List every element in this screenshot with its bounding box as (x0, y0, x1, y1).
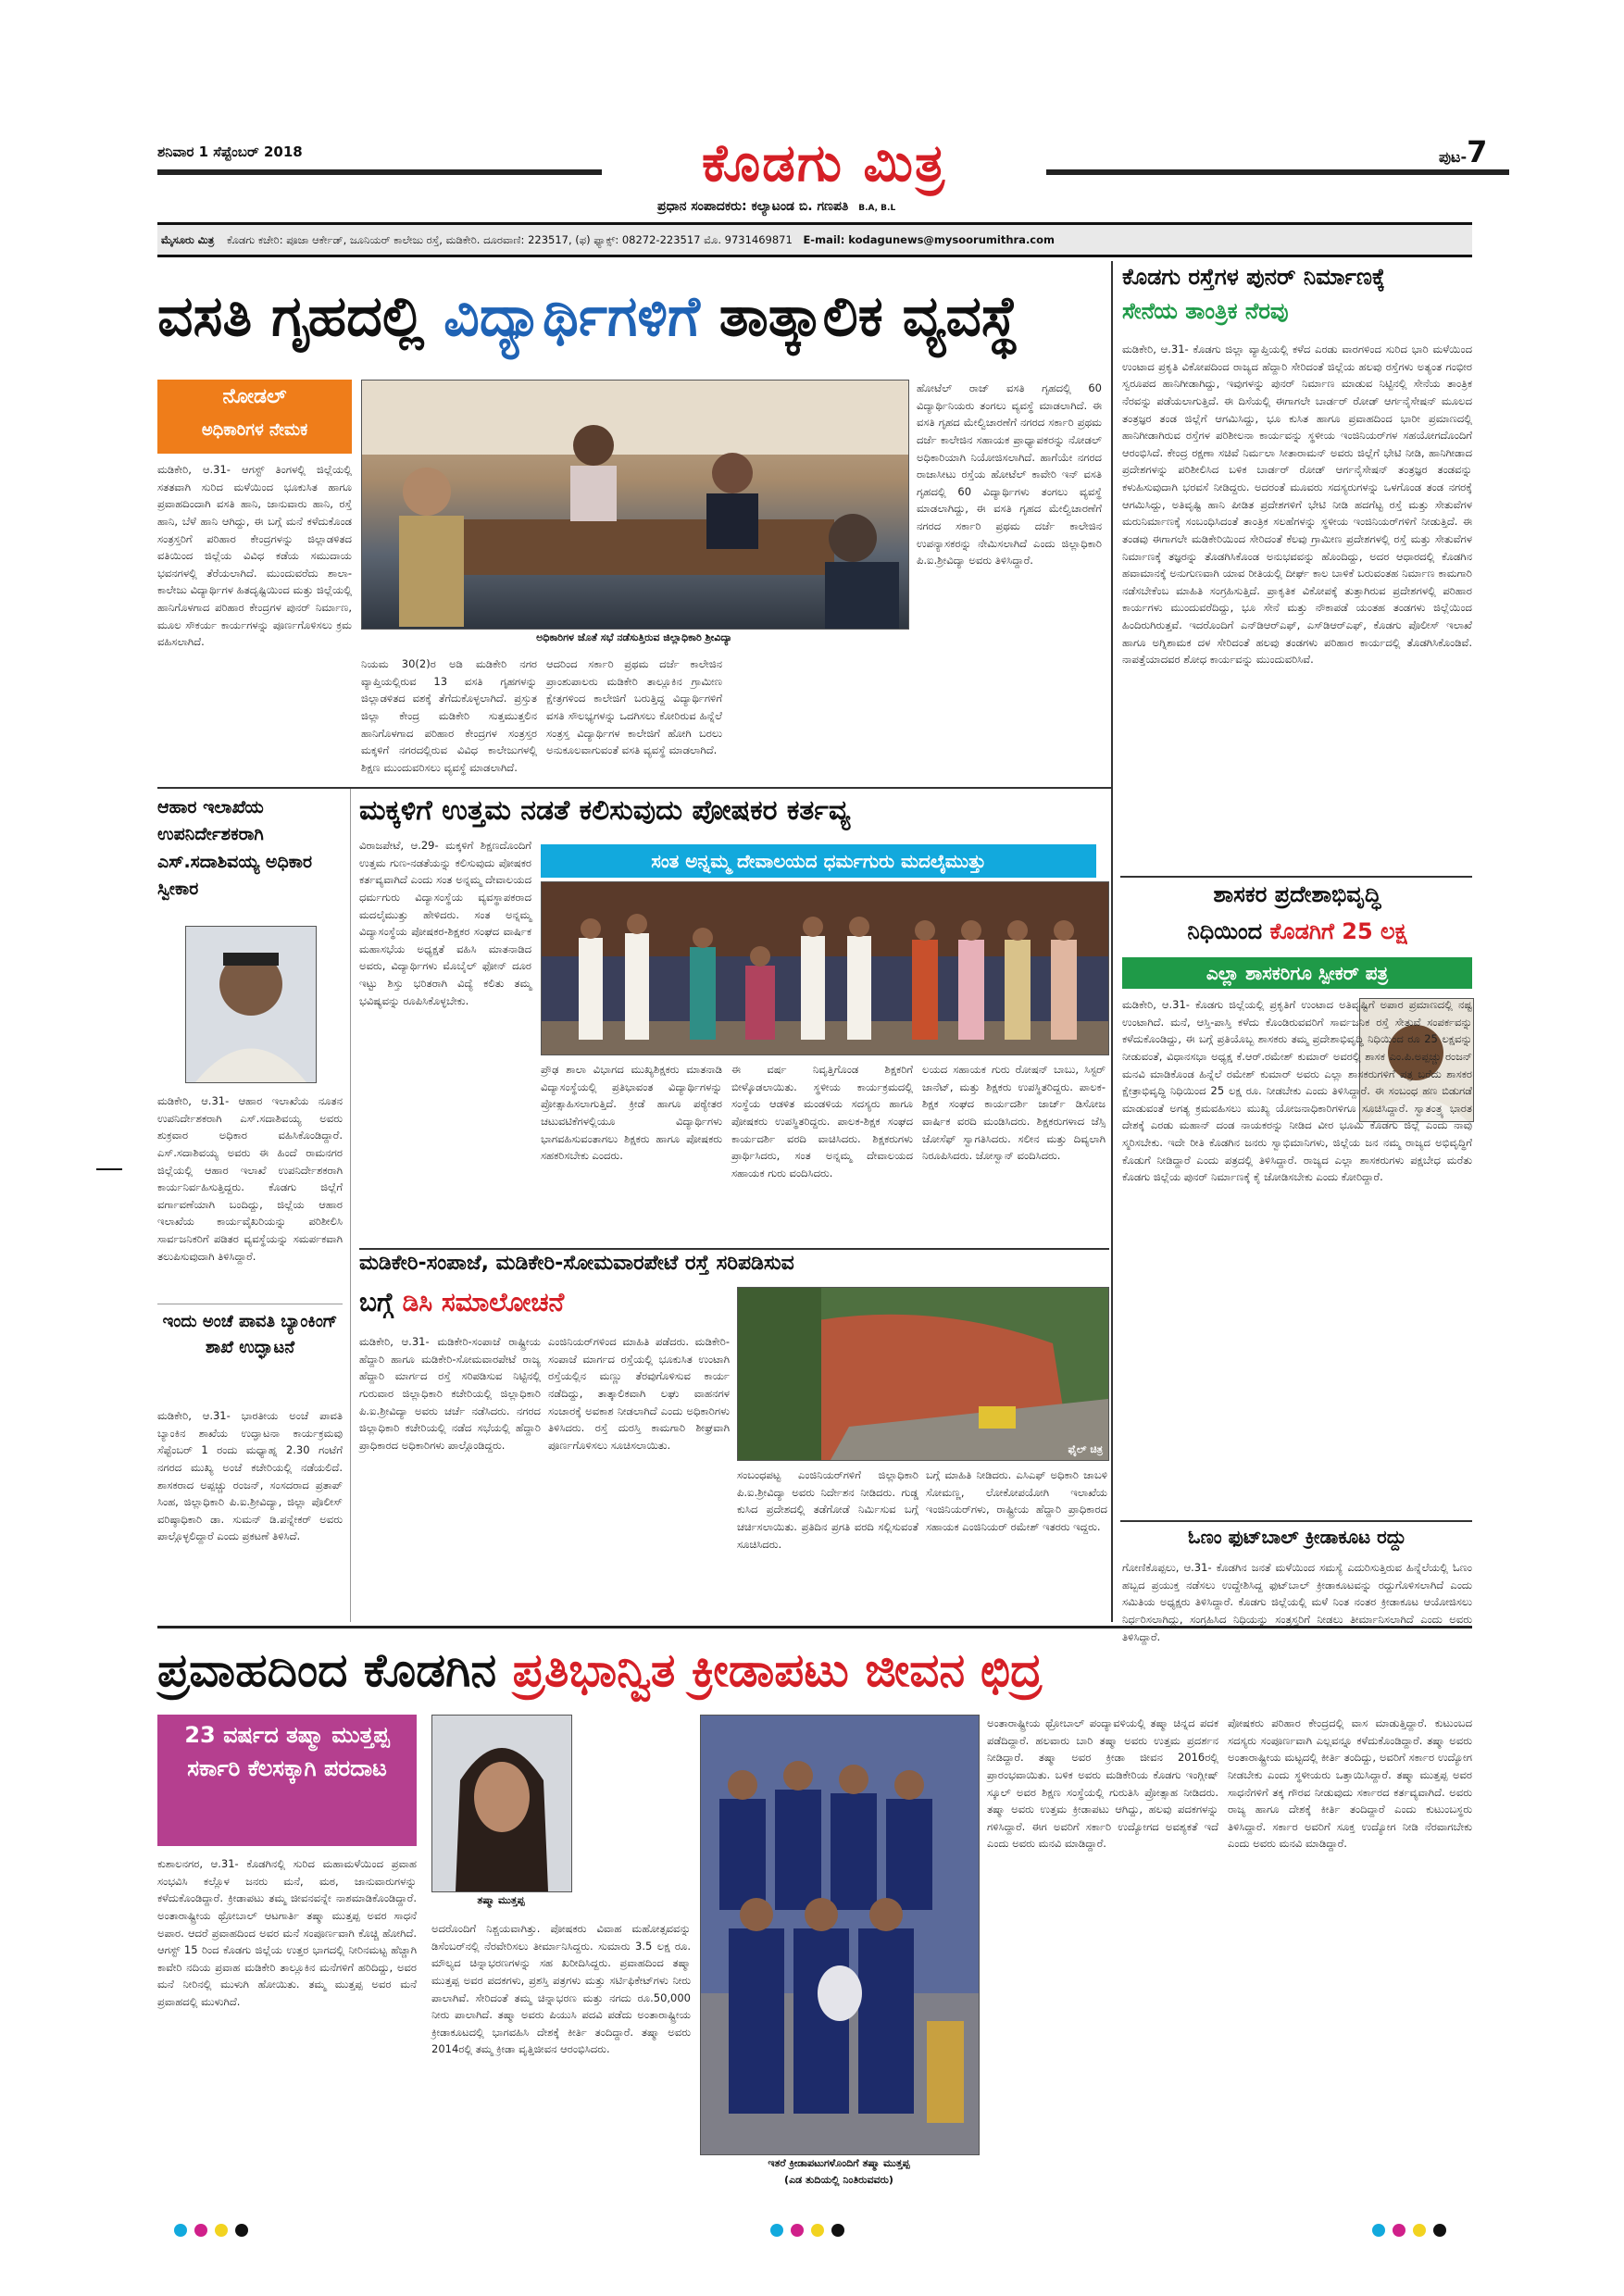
registration-marks-center (770, 2224, 854, 2239)
conduct-col2: ಪ್ರೌಢ ಶಾಲಾ ವಿಭಾಗದ ಮುಖ್ಯಶಿಕ್ಷಕರು ಮಾತನಾಡಿ ವಿದ್ಯಾಸಂಸ್ಥೆಯಲ್ಲಿ ಪ್ರತಿಭಾವಂತ ವಿದ್ಯಾರ್ಥಿಗಳನ್ನು ಪ್ರೋತ್ಸಾಹಿಸಲಾಗುತ್ತಿದೆ. ಕ್ರೀಡೆ ಹಾಗೂ ಪಠ್ಯೇತರ ಚಟುವಟಿಕೆಗಳಲ್ಲಿಯೂ ವಿದ್ಯಾರ್ಥಿಗಳು ಭಾಗವಹಿಸುವಂತಾಗಲು ಶಿಕ್ಷಕರು ಹಾಗೂ ಪೋಷಕರು ಸಹಕರಿಸಬೇಕು ಎಂದರು. (541, 1063, 722, 1163)
profile-headline: ಆಹಾರ ಇಲಾಖೆಯ ಉಪನಿರ್ದೇಶಕರಾಗಿ ಎಸ್.ಸದಾಶಿವಯ್ಯ ಅಧಿಕಾರ ಸ್ವೀಕಾರ (157, 797, 313, 900)
sports-headline-part2: ಪ್ರತಿಭಾನ್ವಿತ ಕ್ರೀಡಾಪಟು ಜೀವನ ಛಿದ್ರ (512, 1643, 1043, 1697)
editor-degree: B.A, B.L (858, 204, 896, 213)
sports-headline (157, 1633, 1472, 1707)
sports-col2-top (578, 1715, 691, 1913)
conduct-photo (541, 881, 1109, 1055)
sports-team-caption-2: (ಎಡ ತುದಿಯಲ್ಲಿ ನಿಂತಿರುವವರು) (784, 2174, 893, 2186)
profile-portrait (186, 927, 316, 1082)
sports-team-photo (700, 1715, 980, 2155)
bank-body: ಮಡಿಕೇರಿ, ಆ.31- ಭಾರತೀಯ ಅಂಚೆ ಪಾವತಿ ಬ್ಯಾಂಕಿನ ಶಾಖೆಯ ಉದ್ಘಾಟನಾ ಕಾರ್ಯಕ್ರಮವು ಸೆಪ್ಟೆಂಬರ್ 1 ರಂದು ಮಧ್ಯಾಹ್ನ 2.30 ಗಂಟೆಗೆ ನಗರದ ಮುಖ್ಯ ಅಂಚೆ ಕಚೇರಿಯಲ್ಲಿ ನಡೆಯಲಿದೆ. ಶಾಸಕರಾದ ಅಪ್ಪಚ್ಚು ರಂಜನ್, ಸಂಸದರಾದ ಪ್ರತಾಪ್ ಸಿಂಹ, ಜಿಲ್ಲಾಧಿಕಾರಿ ಪಿ.ಐ.ಶ್ರೀವಿದ್ಯಾ, ಜಿಲ್ಲಾ ಪೊಲೀಸ್ ವರಿಷ್ಠಾಧಿಕಾರಿ ಡಾ. ಸುಮನ್ ಡಿ.ಪನ್ನೇಕರ್ ಅವರು ಪಾಲ್ಗೊಳ್ಳಲಿದ್ದಾರೆ ಎಂದು ಪ್ರಕಟಣೆ ತಿಳಿಸಿದೆ. (157, 1409, 343, 1543)
lead-col3: ಆದರಿಂದ ಸರ್ಕಾರಿ ಪ್ರಥಮ ದರ್ಜೆ ಕಾಲೇಜಿನ ಪ್ರಾಂಶುಪಾಲರು ಮಡಿಕೇರಿ ತಾಲ್ಲೂಕಿನ ಗ್ರಾಮೀಣ ಕ್ಷೇತ್ರಗಳಿಂದ ಕಾಲೇಜಿಗೆ ಬರುತ್ತಿದ್ದ ವಿದ್ಯಾರ್ಥಿಗಳಿಗೆ ವಸತಿ ಸೌಲಭ್ಯಗಳನ್ನು ಒದಗಿಸಲು ಕೋರಿರುವ ಹಿನ್ನೆಲೆ ಸಂತ್ರಸ್ತ ವಿದ್ಯಾರ್ಥಿಗಳ ಕಾಲೇಜಿಗೆ ಹೋಗಿ ಬರಲು ಅನುಕೂಲವಾಗುವಂತೆ ವಸತಿ ವ್ಯವಸ್ಥೆ ಮಾಡಲಾಗಿದೆ. (546, 657, 722, 757)
sports-headline-part1: ಪ್ರವಾಹದಿಂದ ಕೊಡಗಿನ (157, 1643, 513, 1697)
lead-kicker-line1: ನೋಡಲ್ (222, 385, 287, 408)
roads-col1: ಮಡಿಕೇರಿ, ಆ.31- ಮಡಿಕೇರಿ-ಸಂಪಾಜೆ ರಾಷ್ಟ್ರೀಯ ಹೆದ್ದಾರಿ ಹಾಗೂ ಮಡಿಕೇರಿ-ಸೋಮವಾರಪೇಟೆ ರಾಜ್ಯ ಹೆದ್ದಾರಿ ಮಾರ್ಗದ ರಸ್ತೆ ಸರಿಪಡಿಸುವ ನಿಟ್ಟಿನಲ್ಲಿ ಗುರುವಾರ ಜಿಲ್ಲಾಧಿಕಾರಿ ಕಚೇರಿಯಲ್ಲಿ ಜಿಲ್ಲಾಧಿಕಾರಿ ಪಿ.ಐ.ಶ್ರೀವಿದ್ಯಾ ಅವರು ಚರ್ಚೆ ನಡೆಸಿದರು. ನಗರದ ಜಿಲ್ಲಾಧಿಕಾರಿ ಕಚೇರಿಯಲ್ಲಿ ನಡೆದ ಸಭೆಯಲ್ಲಿ ಹೆದ್ದಾರಿ ಪ್ರಾಧಿಕಾರದ ಅಧಿಕಾರಿಗಳು ಪಾಲ್ಗೊಂಡಿದ್ದರು. (359, 1335, 541, 1452)
registration-marks-right (1372, 2224, 1455, 2239)
publisher-tag: ಮೈಸೂರು ಮಿತ್ರ (161, 233, 215, 246)
lead-col2: ನಿಯಮ 30(2)ರ ಅಡಿ ಮಡಿಕೇರಿ ನಗರ ವ್ಯಾಪ್ತಿಯಲ್ಲಿರುವ 13 ವಸತಿ ಗೃಹಗಳನ್ನು ಜಿಲ್ಲಾಡಳಿತದ ವಶಕ್ಕೆ ತೆಗೆದುಕೊಳ್ಳಲಾಗಿದೆ. ಪ್ರಸ್ತುತ ಜಿಲ್ಲಾ ಕೇಂದ್ರ ಮಡಿಕೇರಿ ಸುತ್ತಮುತ್ತಲಿನ ಹಾನಿಗೊಳಗಾದ ಪರಿಹಾರ ಕೇಂದ್ರಗಳ ಸಂತ್ರಸ್ತರ ಮಕ್ಕಳಿಗೆ ನಗರದಲ್ಲಿರುವ ವಿವಿಧ ಕಾಲೇಜುಗಳಲ್ಲಿ ಶಿಕ್ಷಣ ಮುಂದುವರಿಸಲು ವ್ಯವಸ್ಥೆ ಮಾಡಲಾಗಿದೆ. (361, 657, 537, 774)
sports-portrait-caption: ತಷ್ಮಾ ಮುತ್ತಪ್ಪ (477, 1894, 525, 1906)
roads-photo (737, 1287, 1109, 1461)
conduct-headline: ಮಕ್ಕಳಿಗೆ ಉತ್ತಮ ನಡತೆ ಕಲಿಸುವುದು ಪೋಷಕರ ಕರ್ತವ್ಯ (359, 794, 851, 827)
profile-body: ಮಡಿಕೇರಿ, ಆ.31- ಆಹಾರ ಇಲಾಖೆಯ ನೂತನ ಉಪನಿರ್ದೇಶಕರಾಗಿ ಎಸ್.ಸದಾಶಿವಯ್ಯ ಅವರು ಶುಕ್ರವಾರ ಅಧಿಕಾರ ವಹಿಸಿಕೊಂಡಿದ್ದಾರೆ. ಎಸ್.ಸದಾಶಿವಯ್ಯ ಅವರು ಈ ಹಿಂದೆ ರಾಮನಗರ ಜಿಲ್ಲೆಯಲ್ಲಿ ಆಹಾರ ಇಲಾಖೆ ಉಪನಿರ್ದೇಶಕರಾಗಿ ಕಾರ್ಯನಿರ್ವಹಿಸುತ್ತಿದ್ದರು. ಕೊಡಗು ಜಿಲ್ಲೆಗೆ ವರ್ಗಾವಣೆಯಾಗಿ ಬಂದಿದ್ದು, ಜಿಲ್ಲೆಯ ಆಹಾರ ಇಲಾಖೆಯ ಕಾರ್ಯವೈಖರಿಯನ್ನು ಪರಿಶೀಲಿಸಿ ಸಾರ್ವಜನಿಕರಿಗೆ ಪಡಿತರ ವ್ಯವಸ್ಥೆಯನ್ನು ಸಮರ್ಪಕವಾಗಿ ತಲುಪಿಸುವುದಾಗಿ ತಿಳಿಸಿದ್ದಾರೆ. (157, 1094, 343, 1263)
lead-headline-part1: ವಸತಿ ಗೃಹದಲ್ಲಿ (157, 284, 444, 349)
lead-kicker (157, 380, 352, 454)
lead-kicker-line2: ಅಧಿಕಾರಿಗಳ ನೇಮಕ (201, 420, 308, 440)
lead-headline-part3: ತಾತ್ಕಾಲಿಕ ವ್ಯವಸ್ಥೆ (699, 284, 1019, 349)
sports-team-caption-1: ಇತರೆ ಕ್ರೀಡಾಪಟುಗಳೊಂದಿಗೆ ತಷ್ಮಾ ಮುತ್ತಪ್ಪ (768, 2157, 910, 2169)
lead-photo-caption: ಅಧಿಕಾರಿಗಳ ಜೊತೆ ಸಭೆ ನಡೆಸುತ್ತಿರುವ ಜಿಲ್ಲಾಧಿಕಾರಿ ಶ್ರೀವಿದ್ಯಾ (536, 631, 732, 643)
athlete-portrait (432, 1716, 571, 1891)
army-headline-2: ಸೇನೆಯ ತಾಂತ್ರಿಕ ನೆರವು (1122, 298, 1289, 324)
conduct-col3: ಈ ವರ್ಷ ನಿವೃತ್ತಿಗೊಂಡ ಶಿಕ್ಷಕರಿಗೆ ಬೀಳ್ಕೊಡಲಾಯಿತು. ಸ್ಥಳೀಯ ಕಾರ್ಯಕ್ರಮದಲ್ಲಿ ಸಂಸ್ಥೆಯ ಆಡಳಿತ ಮಂಡಳಿಯ ಸದಸ್ಯರು ಹಾಗೂ ಪೋಷಕರು ಉಪಸ್ಥಿತರಿದ್ದರು. ಪಾಲಕ-ಶಿಕ್ಷಕ ಸಂಘದ ಕಾರ್ಯದರ್ಶಿ ವರದಿ ವಾಚಿಸಿದರು. ಶಿಕ್ಷಕರುಗಳು ಪ್ರಾರ್ಥಿಸಿದರು, ಸಂತ ಅನ್ನಮ್ಮ ದೇವಾಲಯದ ಸಹಾಯಕ ಗುರು ವಂದಿಸಿದರು. (731, 1063, 913, 1179)
roads-photo-caption: ಫೈಲ್ ಚಿತ್ರ (1068, 1443, 1103, 1455)
roads-col2: ಎಂಜಿನಿಯರ್‌ಗಳಿಂದ ಮಾಹಿತಿ ಪಡೆದರು. ಮಡಿಕೇರಿ-ಸಂಪಾಜೆ ಮಾರ್ಗದ ರಸ್ತೆಯಲ್ಲಿ ಭೂಕುಸಿತ ಉಂಟಾಗಿ ರಸ್ತೆಯಲ್ಲಿನ ಮಣ್ಣು ತೆರವುಗೊಳಿಸುವ ಕಾರ್ಯ ನಡೆದಿದ್ದು, ತಾತ್ಕಾಲಿಕವಾಗಿ ಲಘು ವಾಹನಗಳ ಸಂಚಾರಕ್ಕೆ ಅವಕಾಶ ನೀಡಲಾಗಿದೆ ಎಂದು ಅಧಿಕಾರಿಗಳು ತಿಳಿಸಿದರು. ರಸ್ತೆ ದುರಸ್ತಿ ಕಾಮಗಾರಿ ಶೀಘ್ರವಾಗಿ ಪೂರ್ಣಗೊಳಿಸಲು ಸೂಚಿಸಲಾಯಿತು. (548, 1335, 730, 1452)
lead-photo (361, 380, 909, 630)
sports-col4: ಪೋಷಕರು ಪರಿಹಾರ ಕೇಂದ್ರದಲ್ಲಿ ವಾಸ ಮಾಡುತ್ತಿದ್ದಾರೆ. ಕುಟುಂಬದ ಸದಸ್ಯರು ಸಂಪೂರ್ಣವಾಗಿ ಎಲ್ಲವನ್ನೂ ಕಳೆದುಕೊಂಡಿದ್ದಾರೆ. ತಷ್ಮಾ ಅವರು ಅಂತಾರಾಷ್ಟ್ರೀಯ ಮಟ್ಟದಲ್ಲಿ ಕೀರ್ತಿ ತಂದಿದ್ದು, ಅವರಿಗೆ ಸರ್ಕಾರ ಉದ್ಯೋಗ ನೀಡಬೇಕು ಎಂದು ಸ್ಥಳೀಯರು ಒತ್ತಾಯಿಸಿದ್ದಾರೆ. ತಷ್ಮಾ ಮುತ್ತಪ್ಪ ಅವರ ಸಾಧನೆಗಳಿಗೆ ತಕ್ಕ ಗೌರವ ನೀಡುವುದು ಸರ್ಕಾರದ ಕರ್ತವ್ಯವಾಗಿದೆ. ಅವರು ರಾಜ್ಯ ಹಾಗೂ ದೇಶಕ್ಕೆ ಕೀರ್ತಿ ತಂದಿದ್ದಾರೆ ಎಂದು ಕುಟುಂಬಸ್ಥರು ತಿಳಿಸಿದ್ದಾರೆ. ಸರ್ಕಾರ ಅವರಿಗೆ ಸೂಕ್ತ ಉದ್ಯೋಗ ನೀಡಿ ನೆರವಾಗಬೇಕು ಎಂದು ಅವರು ಮನವಿ ಮಾಡಿದ್ದಾರೆ. (1228, 1716, 1472, 1851)
clergy-group-photo (542, 882, 1108, 1054)
page-number-value: 7 (1467, 134, 1488, 169)
margin-tick (96, 1168, 122, 1170)
roads-headline-2 (359, 1287, 730, 1318)
email-line: E-mail: kodagunews@mysoorumithra.com (803, 233, 1056, 246)
lead-col1: ಮಡಿಕೇರಿ, ಆ.31- ಆಗಸ್ಟ್ ತಿಂಗಳಲ್ಲಿ ಜಿಲ್ಲೆಯಲ್ಲಿ ಸತತವಾಗಿ ಸುರಿದ ಮಳೆಯಿಂದ ಭೂಕುಸಿತ ಹಾಗೂ ಪ್ರವಾಹದಿಂದಾಗಿ ವಸತಿ ಹಾನಿ, ಜಾನುವಾರು ಹಾನಿ, ರಸ್ತೆ ಹಾನಿ, ಬೆಳೆ ಹಾನಿ ಆಗಿದ್ದು, ಈ ಬಗ್ಗೆ ಮನೆ ಕಳೆದುಕೊಂಡ ಸಂತ್ರಸ್ತರಿಗೆ ಪರಿಹಾರ ಕೇಂದ್ರಗಳನ್ನು ಜಿಲ್ಲಾಡಳಿತದ ವತಿಯಿಂದ ಜಿಲ್ಲೆಯ ವಿವಿಧ ಕಡೆಯ ಸಮುದಾಯ ಭವನಗಳಲ್ಲಿ ತೆರೆಯಲಾಗಿದೆ. ಮುಂದುವರೆದು ಶಾಲಾ-ಕಾಲೇಜು ವಿದ್ಯಾರ್ಥಿಗಳ ಹಿತದೃಷ್ಟಿಯಿಂದ ಮತ್ತು ಜಿಲ್ಲೆಯಲ್ಲಿ ಹಾನಿಗೊಳಗಾದ ಪರಿಹಾರ ಕೇಂದ್ರಗಳ ಪುನರ್ ನಿರ್ಮಾಣ, ಮೂಲ ಸೌಕರ್ಯ ಕಾರ್ಯಗಳನ್ನು ಪೂರ್ಣಗೊಳಿಸಲು ಕ್ರಮ ವಹಿಸಲಾಗಿದೆ. (157, 463, 352, 649)
sports-col3: ಅಂತಾರಾಷ್ಟ್ರೀಯ ಥ್ರೋಬಾಲ್ ಪಂದ್ಯಾವಳಿಯಲ್ಲಿ ತಷ್ಮಾ ಚಿನ್ನದ ಪದಕ ಪಡೆದಿದ್ದಾರೆ. ಹಲವಾರು ಬಾರಿ ತಷ್ಮಾ ಅವರು ಉತ್ತಮ ಪ್ರದರ್ಶನ ನೀಡಿದ್ದಾರೆ. ತಷ್ಮಾ ಅವರ ಕ್ರೀಡಾ ಜೀವನ 2016ರಲ್ಲಿ ಪ್ರಾರಂಭವಾಯಿತು. ಬಳಿಕ ಅವರು ಮಡಿಕೇರಿಯ ಕೊಡಗು ಇಂಗ್ಲೀಷ್ ಸ್ಕೂಲ್ ಅವರ ಶಿಕ್ಷಣ ಸಂಸ್ಥೆಯಲ್ಲಿ ಗುರುತಿಸಿ ಪ್ರೋತ್ಸಾಹ ನೀಡಿದರು. ತಷ್ಮಾ ಅವರು ಉತ್ತಮ ಕ್ರೀಡಾಪಟು ಆಗಿದ್ದು, ಹಲವು ಪದಕಗಳನ್ನು ಗಳಿಸಿದ್ದಾರೆ. ಈಗ ಅವರಿಗೆ ಸರ್ಕಾರಿ ಉದ್ಯೋಗದ ಅವಶ್ಯಕತೆ ಇದೆ ಎಂದು ಅವರು ಮನವಿ ಮಾಡಿದ್ದಾರೆ. (987, 1716, 1218, 1851)
team-trophy-photo (701, 1716, 979, 2154)
fund-headline-2a: ನಿಧಿಯಿಂದ (1187, 918, 1270, 944)
sports-kicker: 23 ವರ್ಷದ ತಷ್ಮಾ ಮುತ್ತಪ್ಪ ಸರ್ಕಾರಿ ಕೆಲಸಕ್ಕಾಗಿ ಪರದಾಟ (157, 1715, 417, 1846)
onam-body: ಗೋಣಿಕೊಪ್ಪಲು, ಆ.31- ಕೊಡಗಿನ ಜನತೆ ಮಳೆಯಿಂದ ಸಮಸ್ಯೆ ಎದುರಿಸುತ್ತಿರುವ ಹಿನ್ನೆಲೆಯಲ್ಲಿ ಓಣಂ ಹಬ್ಬದ ಪ್ರಯುಕ್ತ ನಡೆಸಲು ಉದ್ದೇಶಿಸಿದ್ದ ಫುಟ್‌ಬಾಲ್ ಕ್ರೀಡಾಕೂಟವನ್ನು ರದ್ದುಗೊಳಿಸಲಾಗಿದೆ ಎಂದು ಸಮಿತಿಯ ಅಧ್ಯಕ್ಷರು ತಿಳಿಸಿದ್ದಾರೆ. ಕೊಡಗು ಜಿಲ್ಲೆಯಲ್ಲಿ ಮಳೆ ನಿಂತ ನಂತರ ಕ್ರೀಡಾಕೂಟ ಆಯೋಜಿಸಲು ನಿರ್ಧರಿಸಲಾಗಿದ್ದು, ಸಂಗ್ರಹಿಸಿದ ನಿಧಿಯನ್ನು ಸಂತ್ರಸ್ತರಿಗೆ ನೀಡಲು ತೀರ್ಮಾನಿಸಲಾಗಿದೆ ಎಂದು ಅವರು ತಿಳಿಸಿದ್ದಾರೆ. (1122, 1561, 1472, 1643)
fund-headline-2b: ಕೊಡಗಿಗೆ 25 ಲಕ್ಷ (1269, 918, 1407, 944)
roads-col4: ಬಗ್ಗೆ ಮಾಹಿತಿ ನೀಡಿದರು. ಎಸಿಎಫ್ ಅಧಿಕಾರಿ ಜಾಬಳಿ ಸೋಮಣ್ಣ, ಲೋಕೋಪಯೋಗಿ ಇಲಾಖೆಯ ಇಂಜಿನಿಯರ್‌ಗಳು, ರಾಷ್ಟ್ರೀಯ ಹೆದ್ದಾರಿ ಪ್ರಾಧಿಕಾರದ ಸಹಾಯಕ ಎಂಜಿನಿಯರ್ ರಮೇಶ್ ಇತರರು ಇದ್ದರು. (926, 1468, 1107, 1533)
sports-col1: ಕುಶಾಲನಗರ, ಆ.31- ಕೊಡಗಿನಲ್ಲಿ ಸುರಿದ ಮಹಾಮಳೆಯಿಂದ ಪ್ರವಾಹ ಸಂಭವಿಸಿ ಕಲ್ಲೊಳ ಜನರು ಮನೆ, ಮಠ, ಜಾನುವಾರುಗಳನ್ನು ಕಳೆದುಕೊಂಡಿದ್ದಾರೆ. ಕ್ರೀಡಾಪಟು ತಮ್ಮ ಜೀವನವನ್ನೇ ನಾಶಮಾಡಿಕೊಂಡಿದ್ದಾರೆ. ಅಂತಾರಾಷ್ಟ್ರೀಯ ಥ್ರೋಬಾಲ್ ಆಟಗಾರ್ತಿ ತಷ್ಮಾ ಮುತ್ತಪ್ಪ ಅವರ ಸಾಧನೆ ಅಪಾರ. ಆದರೆ ಪ್ರವಾಹದಿಂದ ಅವರ ಮನೆ ಸಂಪೂರ್ಣವಾಗಿ ಕೊಚ್ಚಿ ಹೋಗಿದೆ. ಆಗಸ್ಟ್ 15 ರಿಂದ ಕೊಡಗು ಜಿಲ್ಲೆಯ ಉತ್ತರ ಭಾಗದಲ್ಲಿ ನೀರಿನಮಟ್ಟ ಹೆಚ್ಚಾಗಿ ಕಾವೇರಿ ನದಿಯ ಪ್ರವಾಹ ಮಡಿಕೇರಿ ತಾಲ್ಲೂಕಿನ ಮನೆಗಳಿಗೆ ಹರಿದಿದ್ದು, ಅವರ ಮನೆ ನೀರಿನಲ್ಲಿ ಮುಳುಗಿ ಹೋಯಿತು. ತಮ್ಮ ಮುತ್ತಪ್ಪ ಅವರ ಮನೆ ಪ್ರವಾಹದಲ್ಲಿ ಮುಳುಗಿದೆ. (157, 1857, 417, 2008)
fund-headline-2 (1122, 918, 1472, 944)
roads-headline-1: ಮಡಿಕೇರಿ-ಸಂಪಾಜೆ, ಮಡಿಕೇರಿ-ಸೋಮವಾರಪೇಟೆ ರಸ್ತೆ ಸರಿಪಡಿಸುವ (359, 1252, 794, 1275)
lead-col4: ಹೋಟೆಲ್ ರಾಜ್ ವಸತಿ ಗೃಹದಲ್ಲಿ 60 ವಿದ್ಯಾರ್ಥಿನಿಯರು ತಂಗಲು ವ್ಯವಸ್ಥೆ ಮಾಡಲಾಗಿದೆ. ಈ ವಸತಿ ಗೃಹದ ಮೇಲ್ವಿಚಾರಣೆಗೆ ನಗರದ ಸರ್ಕಾರಿ ಪ್ರಥಮ ದರ್ಜೆ ಕಾಲೇಜಿನ ಸಹಾಯಕ ಪ್ರಾಧ್ಯಾಪಕರನ್ನು ನೋಡಲ್ ಅಧಿಕಾರಿಯಾಗಿ ನಿಯೋಜಿಸಲಾಗಿದೆ. ಹಾಗೆಯೇ ನಗರದ ರಾಜಾಸೀಟು ರಸ್ತೆಯ ಹೋಟೆಲ್ ಕಾವೇರಿ ಇನ್ ವಸತಿ ಗೃಹದಲ್ಲಿ 60 ವಿದ್ಯಾರ್ಥಿಗಳು ತಂಗಲು ವ್ಯವಸ್ಥೆ ಮಾಡಲಾಗಿದ್ದು, ಈ ವಸತಿ ಗೃಹದ ಮೇಲ್ವಿಚಾರಣೆಗೆ ನಗರದ ಸರ್ಕಾರಿ ಪ್ರಥಮ ದರ್ಜೆ ಕಾಲೇಜಿನ ಉಪನ್ಯಾಸಕರನ್ನು ನೇಮಿಸಲಾಗಿದೆ ಎಂದು ಜಿಲ್ಲಾಧಿಕಾರಿ ಪಿ.ಐ.ಶ್ರೀವಿದ್ಯಾ ಅವರು ತಿಳಿಸಿದ್ದಾರೆ. (917, 381, 1102, 568)
fund-strap: ಎಲ್ಲಾ ಶಾಸಕರಿಗೂ ಸ್ಪೀಕರ್ ಪತ್ರ (1122, 957, 1472, 989)
army-headline-1: ಕೊಡಗು ರಸ್ತೆಗಳ ಪುನರ್ ನಿರ್ಮಾಣಕ್ಕೆ (1122, 264, 1385, 290)
page-number (1435, 134, 1491, 169)
editor-line (657, 199, 1102, 214)
fund-body: ಮಡಿಕೇರಿ, ಆ.31- ಕೊಡಗು ಜಿಲ್ಲೆಯಲ್ಲಿ ಪ್ರಕೃತಿಗೆ ಉಂಟಾದ ಅತಿವೃಷ್ಟಿಗೆ ಅಪಾರ ಪ್ರಮಾಣದಲ್ಲಿ ನಷ್ಟ ಉಂಟಾಗಿದೆ. ಮನೆ, ಆಸ್ತಿ-ಪಾಸ್ತಿ ಕಳೆದು ಕೊಂಡಿರುವವರಿಗೆ ಸಾರ್ವಜನಿಕ ರಸ್ತೆ ಸೇತುವೆ ಸಂಪರ್ಕವನ್ನು ಕಳೆದುಕೊಂಡಿದ್ದು, ಈ ಬಗ್ಗೆ ಪ್ರತಿಯೊಬ್ಬ ಶಾಸಕರು ತಮ್ಮ ಪ್ರದೇಶಾಭಿವೃದ್ಧಿ ನಿಧಿಯಿಂದ ರೂ 25 ಲಕ್ಷವನ್ನು ನೀಡುವಂತೆ, ವಿಧಾನಸಭಾ ಅಧ್ಯಕ್ಷ ಕೆ.ಆರ್.ರಮೇಶ್ ಕುಮಾರ್ ಅವರಲ್ಲಿ ಶಾಸಕ ಎಂ.ಪಿ.ಅಪ್ಪಚ್ಚು ರಂಜನ್ ಮನವಿ ಮಾಡಿಕೊಂಡ ಹಿನ್ನೆಲೆ ರಮೇಶ್ ಕುಮಾರ್ ಅವರು ಎಲ್ಲಾ ಶಾಸಕರುಗಳಿಗೆ ಪತ್ರ ಬರೆದು ಶಾಸಕರ ಕ್ಷೇತ್ರಾಭಿವೃದ್ಧಿ ನಿಧಿಯಿಂದ 25 ಲಕ್ಷ ರೂ. ನೀಡಬೇಕು ಎಂದು ತಿಳಿಸಿದ್ದಾರೆ. ಈ ಸಂಬಂಧ ಹಣ ಬಿಡುಗಡೆ ಮಾಡುವಂತೆ ಅಗತ್ಯ ಕ್ರಮವಹಿಸಲು ಮುಖ್ಯ ಯೋಜನಾಧಿಕಾರಿಗಳಿಗೂ ಸೂಚಿಸಿದ್ದಾರೆ. ಸ್ವಾತಂತ್ರ್ಯ ಭಾರತ ದೇಶಕ್ಕೆ ಎರಡು ಮಹಾನ್ ದಂಡ ನಾಯಕರನ್ನು ನೀಡಿದ ವೀರ ಭೂಮಿ ಕೊಡಗು ಜಿಲ್ಲೆ ಎಂದು ನಾವು ಸ್ಮರಿಸಬೇಕು. ಇದೇ ರೀತಿ ಕೊಡಗಿನ ಜನರು ಸ್ವಾಭಿಮಾನಿಗಳು, ಜಿಲ್ಲೆಯ ಜನ ನಮ್ಮ ರಾಜ್ಯದ ಅಭಿವೃದ್ಧಿಗೆ ಕೊಡುಗೆ ನೀಡಿದ್ದಾರೆ ಎಂದು ಪತ್ರದಲ್ಲಿ ತಿಳಿಸಿದ್ದಾರೆ. ರಾಜ್ಯದ ಎಲ್ಲಾ ಶಾಸಕರುಗಳು ಪಕ್ಷಬೇಧ ಮರೆತು ಕೊಡಗು ಜಿಲ್ಲೆಯ ಪುನರ್ ನಿರ್ಮಾಣಕ್ಕೆ ಕೈ ಜೋಡಿಸಬೇಕು ಎಂದು ಕೋರಿದ್ದಾರೆ. (1122, 998, 1472, 1184)
address-line: ಕೊಡಗು ಕಚೇರಿ: ಪೂಜಾ ಆರ್ಕೇಡ್, ಜೂನಿಯರ್ ಕಾಲೇಜು ರಸ್ತೆ, ಮಡಿಕೇರಿ. ದೂರವಾಣಿ: 223517, (ಫ) ಫ್ಯಾಕ್ಸ್: 08272-223517 ಮೊ. 9731469871 (227, 233, 793, 246)
issue-date: ಶನಿವಾರ 1 ಸೆಪ್ಟೆಂಬರ್ 2018 (157, 144, 303, 160)
meeting-photo-illustration (362, 381, 908, 629)
profile-photo (185, 926, 317, 1083)
editor-name: ಪ್ರಧಾನ ಸಂಪಾದಕರು: ಕಲ್ಯಾಟಂಡ ಬಿ. ಗಣಪತಿ (657, 199, 849, 214)
conduct-subhead: ಸಂತ ಅನ್ನಮ್ಮ ದೇವಾಲಯದ ಧರ್ಮಗುರು ಮದಲೈಮುತ್ತು (541, 844, 1096, 878)
roads-headline-2a: ಬಗ್ಗೆ (359, 1287, 403, 1317)
lead-col3b (731, 655, 907, 778)
page-label: ಪುಟ- (1439, 148, 1468, 166)
sports-col2: ಅದರೊಂದಿಗೆ ನಿಶ್ಚಯವಾಗಿತ್ತು. ಪೋಷಕರು ವಿವಾಹ ಮಹೋತ್ಸವವನ್ನು ಡಿಸೆಂಬರ್‌ನಲ್ಲಿ ನೆರವೇರಿಸಲು ತೀರ್ಮಾನಿಸಿದ್ದರು. ಸುಮಾರು 3.5 ಲಕ್ಷ ರೂ. ಮೌಲ್ಯದ ಚಿನ್ನಾಭರಣಗಳನ್ನು ಸಹ ಖರೀದಿಸಿದ್ದರು. ಪ್ರವಾಹದಿಂದ ತಷ್ಮಾ ಮುತ್ತಪ್ಪ ಅವರ ಪದಕಗಳು, ಪ್ರಶಸ್ತಿ ಪತ್ರಗಳು ಮತ್ತು ಸರ್ಟಿಫಿಕೇಟ್‌ಗಳು ನೀರು ಪಾಲಾಗಿವೆ. ಸೇರಿದಂತೆ ತಮ್ಮ ಚಿನ್ನಾಭರಣ ಮತ್ತು ನಗದು ರೂ.50,000 ನೀರು ಪಾಲಾಗಿದೆ. ತಷ್ಮಾ ಅವರು ಪಿಯುಸಿ ಪದವಿ ಪಡೆದು ಅಂತಾರಾಷ್ಟ್ರೀಯ ಕ್ರೀಡಾಕೂಟದಲ್ಲಿ ಭಾಗವಹಿಸಿ ದೇಶಕ್ಕೆ ಕೀರ್ತಿ ತಂದಿದ್ದಾರೆ. ತಷ್ಮಾ ಅವರು 2014ರಲ್ಲಿ ತಮ್ಮ ಕ್ರೀಡಾ ವೃತ್ತಿಜೀವನ ಆರಂಭಿಸಿದರು. (431, 1922, 691, 2056)
landslide-photo (738, 1288, 1108, 1460)
conduct-col1: ವಿರಾಜಪೇಟೆ, ಆ.29- ಮಕ್ಕಳಿಗೆ ಶಿಕ್ಷಣದೊಂದಿಗೆ ಉತ್ತಮ ಗುಣ-ನಡತೆಯನ್ನು ಕಲಿಸುವುದು ಪೋಷಕರ ಕರ್ತವ್ಯವಾಗಿದೆ ಎಂದು ಸಂತ ಅನ್ನಮ್ಮ ದೇವಾಲಯದ ಧರ್ಮಗುರು ವಿದ್ಯಾಸಂಸ್ಥೆಯ ವ್ಯವಸ್ಥಾಪಕರಾದ ಮದಲೈಮುತ್ತು ಹೇಳಿದರು. ಸಂತ ಅನ್ನಮ್ಮ ವಿದ್ಯಾಸಂಸ್ಥೆಯ ಪೋಷಕರ-ಶಿಕ್ಷಕರ ಸಂಘದ ವಾರ್ಷಿಕ ಮಹಾಸಭೆಯ ಅಧ್ಯಕ್ಷತೆ ವಹಿಸಿ ಮಾತನಾಡಿದ ಅವರು, ವಿದ್ಯಾರ್ಥಿಗಳು ಮೊಬೈಲ್ ಫೋನ್ ದೂರ ಇಟ್ಟು ಶಿಸ್ತು ಭರಿತರಾಗಿ ವಿದ್ಯೆ ಕಲಿತು ತಮ್ಮ ಭವಿಷ್ಯವನ್ನು ರೂಪಿಸಿಕೊಳ್ಳಬೇಕು. (359, 839, 531, 1007)
address-bar (157, 222, 1472, 257)
lead-headline (157, 261, 1102, 372)
fund-headline-1: ಶಾಸಕರ ಪ್ರದೇಶಾಭಿವೃದ್ಧಿ (1213, 881, 1381, 907)
bank-headline: ಇಂದು ಅಂಚೆ ಪಾವತಿ ಬ್ಯಾಂಕಿಂಗ್ ಶಾಖೆ ಉದ್ಘಾಟನೆ (162, 1312, 338, 1357)
lead-headline-part2: ವಿದ್ಯಾರ್ಥಿಗಳಿಗೆ (443, 284, 700, 349)
sports-portrait (431, 1715, 572, 1892)
army-body: ಮಡಿಕೇರಿ, ಆ.31- ಕೊಡಗು ಜಿಲ್ಲಾ ವ್ಯಾಪ್ತಿಯಲ್ಲಿ ಕಳೆದ ಎರಡು ವಾರಗಳಿಂದ ಸುರಿದ ಭಾರಿ ಮಳೆಯಿಂದ ಉಂಟಾದ ಪ್ರಕೃತಿ ವಿಕೋಪದಿಂದ ರಾಜ್ಯದ ಹೆದ್ದಾರಿ ಸೇರಿದಂತೆ ಜಿಲ್ಲೆಯ ಹಲವು ರಸ್ತೆಗಳು ಅತ್ಯಂತ ಗಂಭೀರ ಸ್ವರೂಪದ ಹಾನಿಗೀಡಾಗಿದ್ದು, ಇವುಗಳನ್ನು ಪುನರ್ ನಿರ್ಮಾಣ ಮಾಡುವ ನಿಟ್ಟಿನಲ್ಲಿ ಸೇನೆಯ ತಾಂತ್ರಿಕ ನೆರವನ್ನು ಪಡೆಯಲಾಗುತ್ತಿದೆ. ಈ ದಿಸೆಯಲ್ಲಿ ಈಗಾಗಲೇ ಬಾರ್ಡರ್ ರೋಡ್ ಆರ್ಗನೈಸೇಷನ್ ಮೂಲದ ತಂತ್ರಜ್ಞರ ತಂಡ ಜಿಲ್ಲೆಗೆ ಆಗಮಿಸಿದ್ದು, ಭೂ ಕುಸಿತ ಹಾಗೂ ಪ್ರವಾಹದಿಂದ ಭಾರೀ ಪ್ರಮಾಣದಲ್ಲಿ ಹಾನಿಗೀಡಾಗಿರುವ ರಸ್ತೆಗಳ ಪರಿಶೀಲನಾ ಕಾರ್ಯವನ್ನು ಸ್ಥಳೀಯ ಇಂಜಿನಿಯರ್‌ಗಳ ಸಹಯೋಗದೊಂದಿಗೆ ಆರಂಭಿಸಿದೆ. ಕೇಂದ್ರ ರಕ್ಷಣಾ ಸಚಿವೆ ನಿರ್ಮಲಾ ಸೀತಾರಾಮನ್ ಅವರು ಜಿಲ್ಲೆಗೆ ಭೇಟಿ ನೀಡಿ, ಹಾನಿಗೀಡಾದ ಪ್ರದೇಶಗಳನ್ನು ಪರಿಶೀಲಿಸಿದ ಬಳಿಕ ಬಾರ್ಡರ್ ರೋಡ್ ಆರ್ಗನೈಸೇಷನ್ ತಂತ್ರಜ್ಞರ ತಂಡವನ್ನು ಕಳುಹಿಸುವುದಾಗಿ ಭರವಸೆ ನೀಡಿದ್ದರು. ಅದರಂತೆ ಮೂವರು ಸದಸ್ಯರುಗಳನ್ನು ಒಳಗೊಂಡ ತಂಡ ನಗರಕ್ಕೆ ಆಗಮಿಸಿದ್ದು, ಅತಿವೃಷ್ಟಿ ಹಾನಿ ಪೀಡಿತ ಪ್ರದೇಶಗಳಿಗೆ ಭೇಟಿ ನೀಡಿ ಹದಗೆಟ್ಟ ರಸ್ತೆ ಮತ್ತು ಸೇತುವೆಗಳ ಮರುನಿರ್ಮಾಣಕ್ಕೆ ಸಂಬಂಧಿಸಿದಂತೆ ತಾಂತ್ರಿಕ ಸಲಹೆಗಳನ್ನು ಸ್ಥಳೀಯ ಇಂಜಿನಿಯರ್‌ಗಳಿಗೆ ನೀಡುತ್ತಿದೆ. ಈ ತಂಡವು ಈಗಾಗಲೇ ಮಡಿಕೇರಿಯಿಂದ ಸೇರಿದಂತೆ ಕೆಲವು ಗ್ರಾಮೀಣ ಪ್ರದೇಶಗಳಲ್ಲಿ ರಸ್ತೆ ಮತ್ತು ಸೇತುವೆಗಳ ನಿರ್ಮಾಣಕ್ಕೆ ತಜ್ಞರನ್ನು ತೊಡಗಿಸಿಕೊಂಡ ಅನುಭವವನ್ನು ಹೊಂದಿದ್ದು, ಅದರ ಆಧಾರದಲ್ಲಿ ಕೊಡಗಿನ ಹವಾಮಾನಕ್ಕೆ ಅನುಗುಣವಾಗಿ ಯಾವ ರೀತಿಯಲ್ಲಿ ದೀರ್ಘ ಕಾಲ ಬಾಳಿಕೆ ಬರುವಂತಹ ನಿರ್ಮಾಣ ಕಾಮಗಾರಿ ನಡೆಸಬೇಕೆಂಬ ಮಾಹಿತಿ ಸಂಗ್ರಹಿಸುತ್ತಿದೆ. ಪ್ರಾಕೃತಿಕ ವಿಕೋಪಕ್ಕೆ ತುತ್ತಾಗಿರುವ ಪ್ರದೇಶಗಳಲ್ಲಿ ಪರಿಹಾರ ಕಾರ್ಯಗಳು ಮುಂದುವರೆದಿದ್ದು, ಭೂ ಸೇನೆ ಮತ್ತು ನೌಕಾಪಡೆ ಯಂತಹ ತಂಡಗಳು ಜಿಲ್ಲೆಯಿಂದ ಹಿಂದಿರುಗಿರುತ್ತವೆ. ಇದರೊಂದಿಗೆ ಎನ್‌ಡಿಆರ್‌ಎಫ್, ಎಸ್‌ಡಿಆರ್‌ಎಫ್, ಕೊಡಗು ಪೊಲೀಸ್ ಇಲಾಖೆ ಹಾಗೂ ಅಗ್ನಿಶಾಮಕ ದಳ ಸೇರಿದಂತೆ ಹಲವು ತಂಡಗಳು ಪರಿಹಾರ ಕಾರ್ಯದಲ್ಲಿ ತೊಡಗಿಸಿಕೊಂಡಿವೆ. ನಾಪತ್ತೆಯಾದವರ ಶೋಧ ಕಾರ್ಯವನ್ನು ಮುಂದುವರಿಸಿವೆ. (1122, 343, 1472, 667)
roads-headline-2b: ಡಿಸಿ ಸಮಾಲೋಚನೆ (402, 1287, 565, 1317)
masthead-title: ಕೊಡಗು ಮಿತ್ರ (701, 132, 946, 193)
registration-marks-left (174, 2224, 257, 2239)
conduct-col4: ಲಯದ ಸಹಾಯಕ ಗುರು ರೋಷನ್ ಬಾಬು, ಸಿಸ್ಟರ್ ಜಾನೆಟ್, ಮತ್ತು ಶಿಕ್ಷಕರು ಉಪಸ್ಥಿತರಿದ್ದರು. ಪಾಲಕ-ಶಿಕ್ಷಕ ಸಂಘದ ಕಾರ್ಯದರ್ಶಿ ಜಾರ್ಜ್ ಡಿಸೋಜ ವಾರ್ಷಿಕ ವರದಿ ಮಂಡಿಸಿದರು. ಶಿಕ್ಷಕರುಗಳಾದ ಜೆಸ್ಸಿ ಜೋಸೆಫ್ ಸ್ವಾಗತಿಸಿದರು. ಸಲೀನ ಮತ್ತು ದಿವ್ಯಲಾಗಿ ನಿರೂಪಿಸಿದರು. ಜೋಸ್ವಾನ್ ವಂದಿಸಿದರು. (922, 1063, 1106, 1163)
roads-col3: ಸಂಬಂಧಪಟ್ಟ ಎಂಜಿನಿಯರ್‌ಗಳಿಗೆ ಜಿಲ್ಲಾಧಿಕಾರಿ ಪಿ.ಐ.ಶ್ರೀವಿದ್ಯಾ ಅವರು ನಿರ್ದೇಶನ ನೀಡಿದರು. ಗುಡ್ಡ ಕುಸಿದ ಪ್ರದೇಶದಲ್ಲಿ ತಡೆಗೋಡೆ ನಿರ್ಮಿಸುವ ಬಗ್ಗೆ ಚರ್ಚಿಸಲಾಯಿತು. ಪ್ರತಿದಿನ ಪ್ರಗತಿ ವರದಿ ಸಲ್ಲಿಸುವಂತೆ ಸೂಚಿಸಿದರು. (737, 1468, 918, 1551)
masthead (157, 132, 1488, 227)
onam-headline: ಓಣಂ ಫುಟ್‌ಬಾಲ್ ಕ್ರೀಡಾಕೂಟ ರದ್ದು (1188, 1526, 1406, 1548)
